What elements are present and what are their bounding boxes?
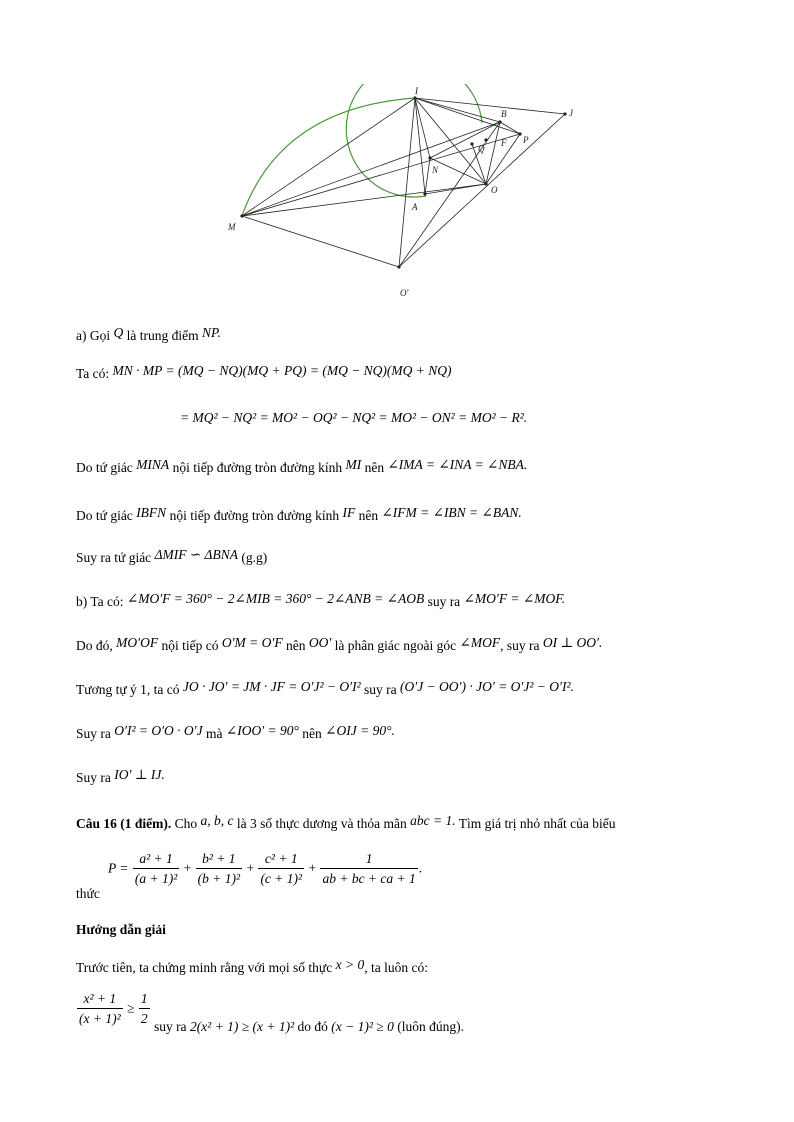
similar-triangles-line: Suy ra tứ giác ΔMIF ∽ ΔBNA (g.g) [76,547,268,565]
label-P: P [523,135,529,145]
ibfn-line: Do tứ giác IBFN nội tiếp đường tròn đường kính IF nên ∠IFM = ∠IBN = ∠BAN. [76,505,522,523]
ta-co-equation-1: Ta có: MN · MP = (MQ − NQ)(MQ + PQ) = (MQ − NQ)(MQ + NQ) [76,363,452,381]
label-A: A [412,202,418,212]
label-Oprime: O′ [400,288,409,298]
part-a-intro: a) Gọi Q là trung điểm NP. [76,325,221,343]
part-b-line-2: Do đó, MO′OF nội tiếp có O′M = O′F nên OO′ là phân giác ngoài góc ∠MOF, suy ra OI ⊥ OO′. [76,635,603,653]
ta-co-equation-2: = MQ² − NQ² = MO² − OQ² − NQ² = MO² − ON² = MO² − R². [180,410,528,425]
geometry-diagram [220,84,600,302]
inequality-line: $\frac{\text{x² + 1}}{\text{(x + 1)²}}$ ≥ $\frac{1}{2}$ suy ra 2(x² + 1) ≥ (x + 1)² do đó (x − 1)² ≥ 0 (luôn đúng). [79,991,464,1034]
part-b-line-5: Suy ra IO′ ⊥ IJ. [76,767,165,785]
label-M: M [228,222,236,232]
P-expression: P = $\frac{\text{a² + 1}}{\text{(a + 1)²}}$ + $\frac{\text{b² + 1}}{\text{(b + 1)²}}$ + $\frac{\text{c² + 1}}{\text{(c + 1)²}}$ + $\frac{1}{ab + bc + ca + 1}$ . [108,851,423,886]
label-F: F [501,138,507,148]
truoc-tien-line: Trước tiên, ta chứng minh rằng với mọi số thực x > 0, ta luôn có: [76,957,428,975]
part-b-line-4: Suy ra O′I² = O′O · O′J mà ∠IOO′ = 90° nên ∠OIJ = 90°. [76,723,395,741]
small-circle-arc [346,84,482,197]
huong-dan-heading: Hướng dẫn giải [76,922,166,937]
point-markers [240,96,566,268]
label-Q: Q [478,144,485,154]
label-I: I [415,86,418,96]
part-b-line-3: Tương tự ý 1, ta có JO · JO′ = JM · JF = O′J² − O′I² suy ra (O′J − OO′) · JO′ = O′J² − O′I². [76,679,574,697]
construction-lines [242,98,565,267]
label-O: O [491,185,498,195]
geometry-figure [220,84,600,302]
cau16-statement: Câu 16 (1 điểm). Cho a, b, c là 3 số thực dương và thỏa mãn abc = 1. Tìm giá trị nhỏ nhất của biểu [76,813,616,831]
label-J: J [569,108,573,118]
label-N: N [432,165,439,175]
label-B: B [501,109,507,119]
mina-line: Do tứ giác MINA nội tiếp đường tròn đường kính MI nên ∠IMA = ∠INA = ∠NBA. [76,457,528,475]
P-word-thuc: thức [76,886,100,901]
part-b-line-1: b) Ta có: ∠MO′F = 360° − 2∠MIB = 360° − 2∠ANB = ∠AOB suy ra ∠MO′F = ∠MOF. [76,591,566,609]
